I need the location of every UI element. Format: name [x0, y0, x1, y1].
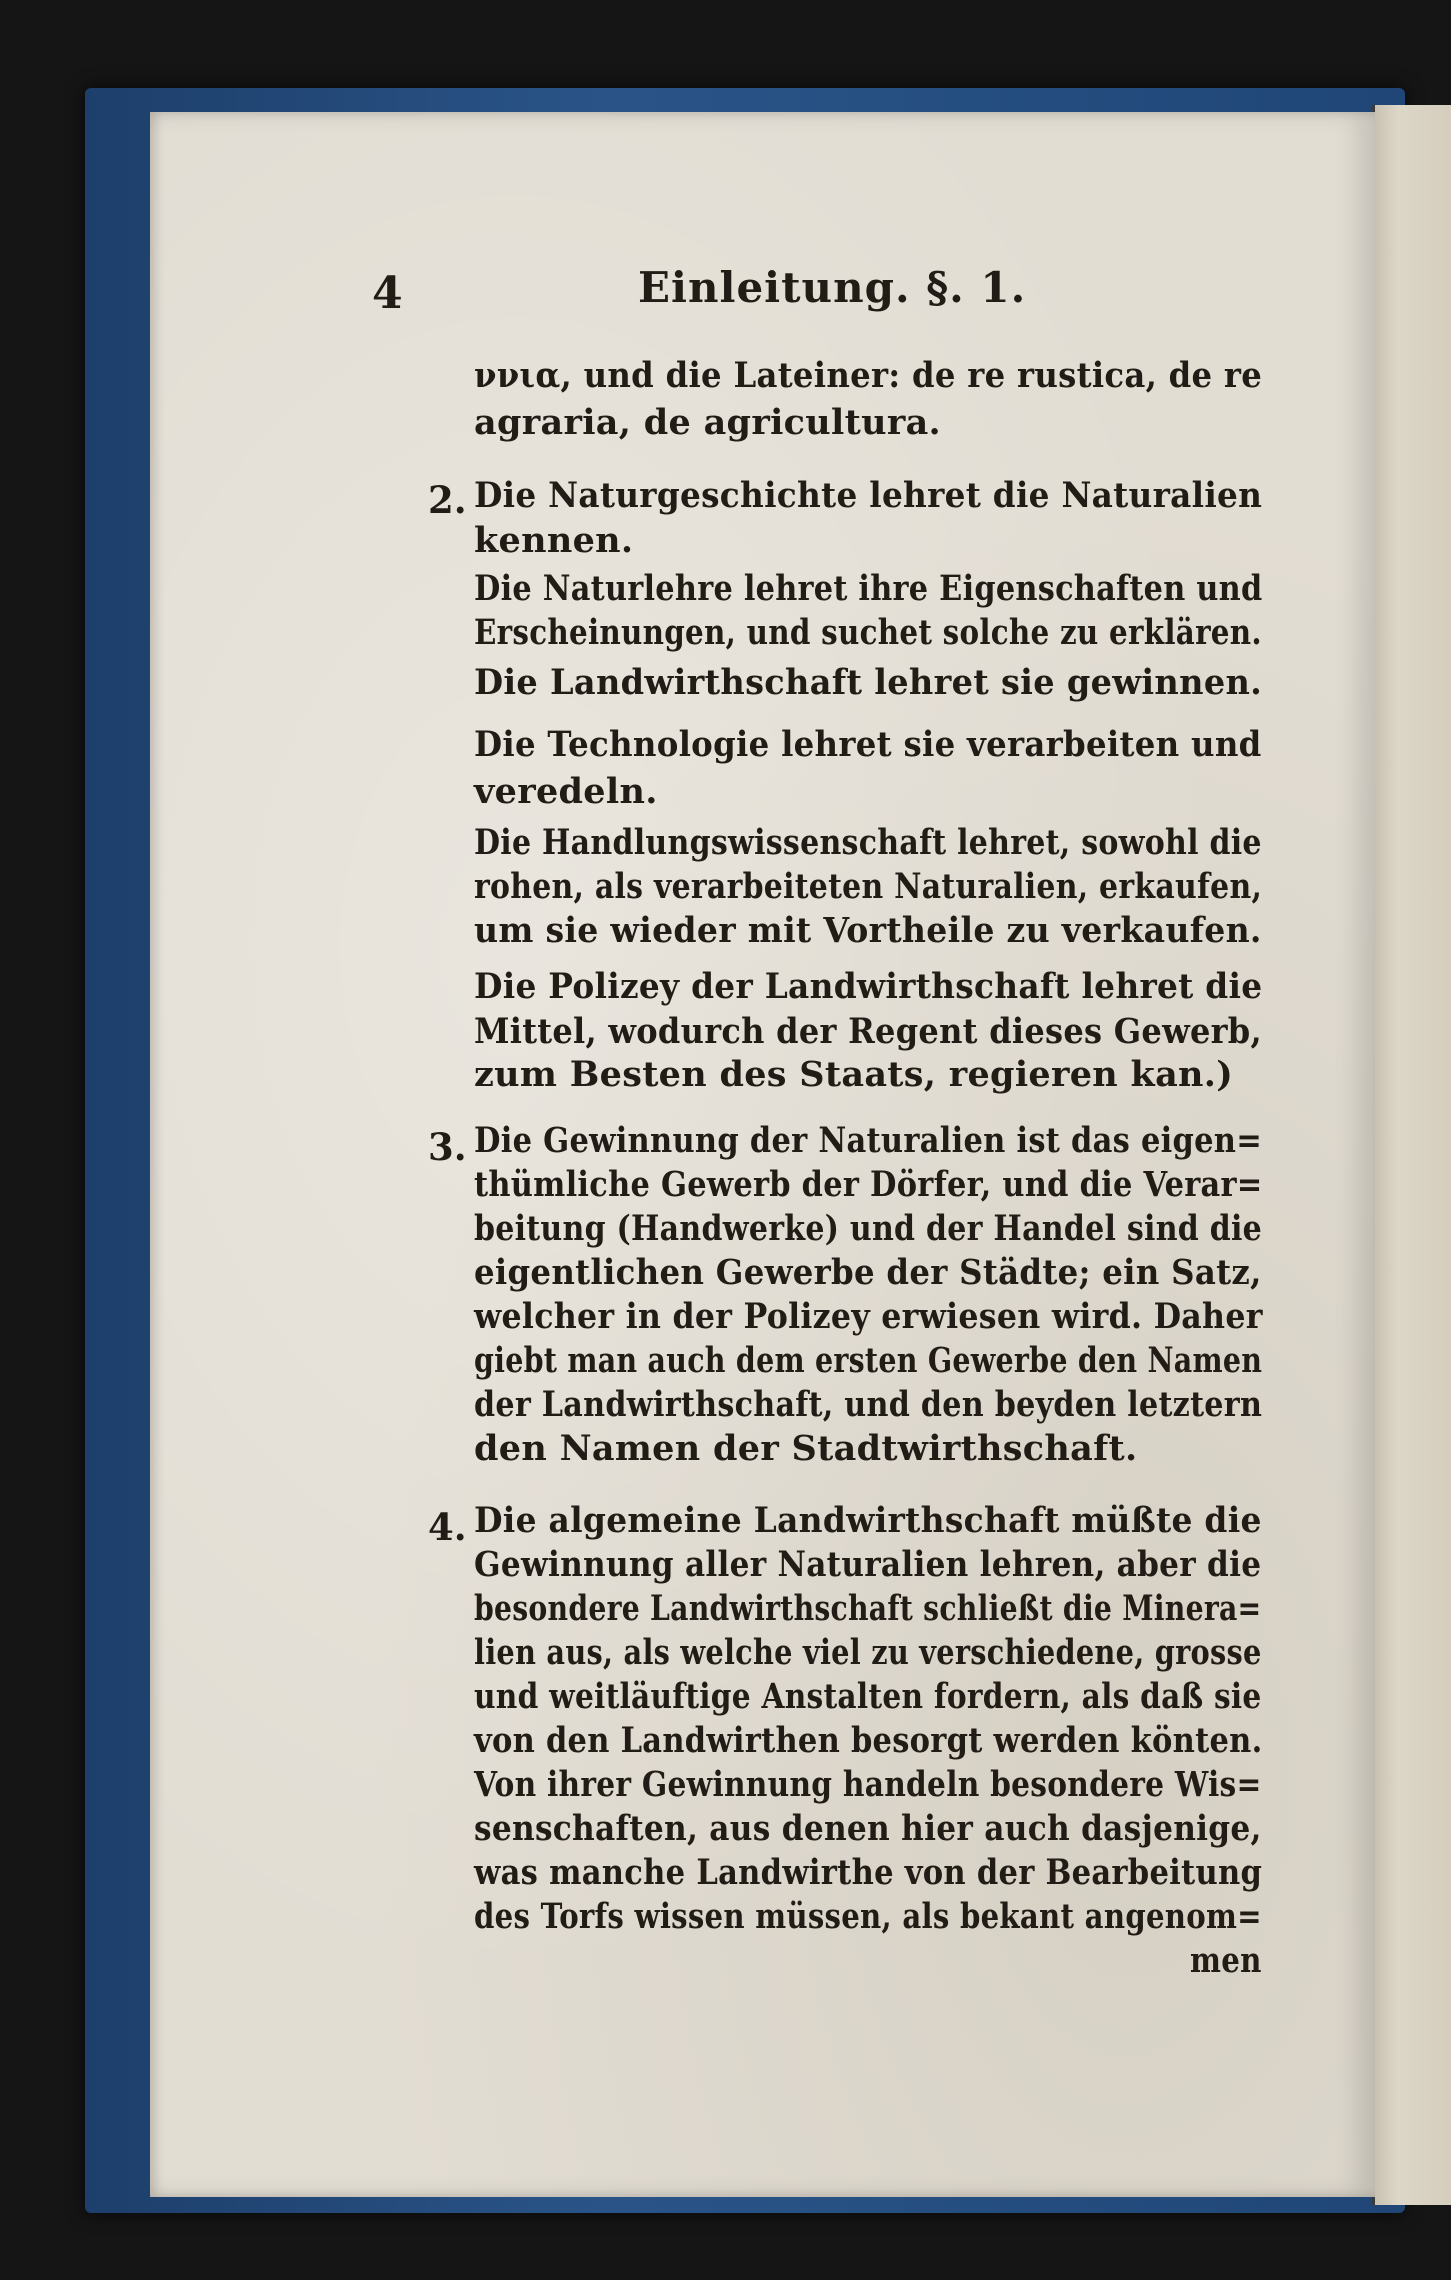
text-line: rohen, als verarbeiteten Naturalien, erkaufen,: [474, 866, 1263, 907]
text-line: und weitläuftige Anstalten fordern, als daß sie: [474, 1676, 1262, 1717]
text-line: Die Handlungswissenschaft lehret, sowohl die: [474, 822, 1262, 863]
text-line: Die Landwirthschaft lehret sie gewinnen.: [474, 662, 1263, 703]
text-line: beitung (Handwerke) und der Handel sind die: [474, 1208, 1263, 1249]
text-line: thümliche Gewerb der Dörfer, und die Verar=: [474, 1164, 1263, 1205]
text-line: senschaften, aus denen hier auch dasjenige,: [474, 1808, 1262, 1849]
text-line: ννια, und die Lateiner: de re rustica, de re: [474, 355, 1263, 396]
running-head: Einleitung. §. 1.: [638, 263, 1027, 312]
page-number: 4: [372, 268, 403, 319]
text-line: Die Naturgeschichte lehret die Naturalien: [474, 475, 1263, 516]
paragraph-number: 2.: [428, 478, 467, 522]
text-line: besondere Landwirthschaft schließt die Minera=: [474, 1588, 1262, 1629]
text-line: von den Landwirthen besorgt werden könten.: [474, 1720, 1263, 1761]
text-line: kennen.: [474, 520, 634, 561]
text-line: agraria, de agricultura.: [474, 402, 942, 443]
text-line: Von ihrer Gewinnung handeln besondere Wis=: [474, 1764, 1262, 1805]
text-line: um sie wieder mit Vortheile zu verkaufen.: [474, 910, 1262, 951]
text-line: Erscheinungen, und suchet solche zu erklären.: [474, 612, 1262, 653]
text-line: Die Technologie lehret sie verarbeiten und: [474, 724, 1262, 765]
paragraph-number: 4.: [428, 1505, 467, 1549]
text-line: was manche Landwirthe von der Bearbeitung: [474, 1852, 1263, 1893]
catchword: men: [1190, 1940, 1262, 1981]
text-line: giebt man auch dem ersten Gewerbe den Namen: [474, 1340, 1263, 1381]
text-line: Mittel, wodurch der Regent dieses Gewerb,: [474, 1011, 1262, 1052]
text-line: eigentlichen Gewerbe der Städte; ein Satz,: [474, 1252, 1262, 1293]
text-line: den Namen der Stadtwirthschaft.: [474, 1428, 1138, 1469]
text-line: Die Gewinnung der Naturalien ist das eigen=: [474, 1120, 1263, 1161]
text-line: des Torfs wissen müssen, als bekant angenom=: [474, 1896, 1262, 1937]
text-line: Die Polizey der Landwirthschaft lehret die: [474, 966, 1263, 1007]
facing-page-edge: [1372, 105, 1451, 2205]
text-line: welcher in der Polizey erwiesen wird. Daher: [474, 1296, 1263, 1337]
text-line: lien aus, als welche viel zu verschiedene, grosse: [474, 1632, 1262, 1673]
paragraph-number: 3.: [428, 1125, 467, 1169]
text-line: Gewinnung aller Naturalien lehren, aber die: [474, 1544, 1262, 1585]
text-line: zum Besten des Staats, regieren kan.): [474, 1054, 1234, 1095]
text-line: Die Naturlehre lehret ihre Eigenschaften und: [474, 568, 1263, 609]
text-line: Die algemeine Landwirthschaft müßte die: [474, 1500, 1262, 1541]
text-line: veredeln.: [474, 771, 658, 812]
text-line: der Landwirthschaft, und den beyden letztern: [474, 1384, 1263, 1425]
